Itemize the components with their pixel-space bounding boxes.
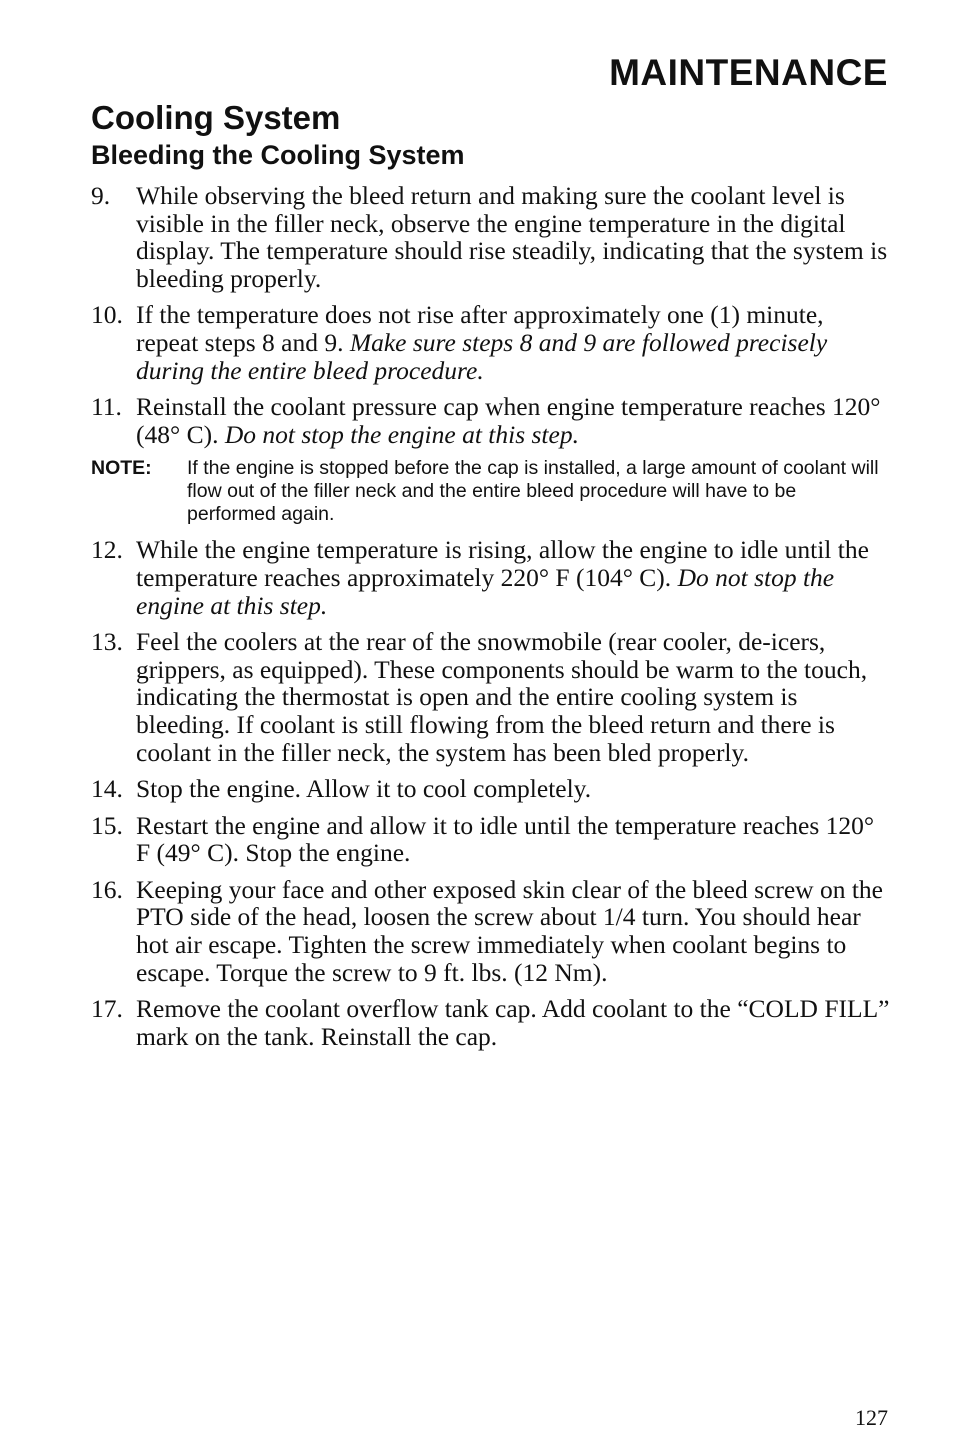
step-item: [91, 182, 891, 292]
step-text: While observing the bleed return and making sure the coolant level is visible in the filler neck, observe the engine temperature in the digital display. The temperature should rise steadily, indicating that the system is bleeding properly.: [136, 181, 888, 293]
step-number: 9.: [91, 181, 111, 210]
step-item: [91, 301, 891, 384]
step-text: Remove the coolant overflow tank cap. Add coolant to the “COLD FILL” mark on the tank. Reinstall the cap.: [136, 994, 890, 1051]
step-text: Feel the coolers at the rear of the snowmobile (rear cooler, de-icers, grippers, as equipped). These components should be warm to the touch, indicating the thermostat is open and the entire cooling system is bleeding. If coolant is still flowing from the bleed return and there is coolant in the filler neck, the system has been bled properly.: [136, 627, 868, 767]
step-number: 10.: [91, 300, 123, 330]
step-number: 13.: [91, 627, 123, 657]
chapter-header: MAINTENANCE: [609, 52, 888, 93]
subsection-title: Bleeding the Cooling System: [91, 140, 465, 170]
steps-list: [91, 182, 891, 1059]
note-text: If the engine is stopped before the cap is installed, a large amount of coolant will flow out of the filler neck and the entire bleed procedure will have to be performed again.: [187, 457, 879, 526]
step-item: [91, 775, 891, 803]
step-text: Restart the engine and allow it to idle until the temperature reaches 120° F (49° C). Stop the engine.: [136, 810, 875, 868]
step-number: 14.: [91, 774, 123, 804]
step-item: [91, 995, 891, 1050]
step-item: [91, 536, 891, 619]
step-text: Reinstall the coolant pressure cap when engine temperature reaches 120° (48° C). Do not stop the engine at this step.: [136, 392, 881, 449]
page-number: 127: [855, 1405, 888, 1430]
step-text: While the engine temperature is rising, allow the engine to idle until the temperature reaches approximately 220° F (104° C). Do not stop the engine at this step.: [136, 535, 869, 620]
step-text: Stop the engine. Allow it to cool completely.: [136, 774, 592, 804]
step-text: If the temperature does not rise after approximately one (1) minute, repeat steps 8 and 9. Make sure steps 8 and 9 are followed precisely during the entire bleed procedure.: [136, 300, 828, 385]
step-number: 17.: [91, 994, 123, 1024]
step-number: 11.: [91, 392, 122, 422]
section-title: Cooling System: [91, 99, 341, 136]
step-number: 12.: [91, 535, 123, 565]
note-box: [91, 457, 891, 526]
step-item: [91, 628, 891, 766]
note-label: NOTE:: [91, 457, 152, 480]
step-number: 15.: [91, 810, 123, 840]
step-text: Keeping your face and other exposed skin clear of the bleed screw on the PTO side of the head, loosen the screw about 1/4 turn. You should hear hot air escape. Tighten the screw immediately when coolant begins to escape. Torque the screw to 9 ft. lbs. (12 Nm).: [136, 874, 883, 987]
step-item: [91, 876, 891, 986]
step-number: 16.: [91, 874, 123, 904]
step-item: [91, 812, 891, 867]
step-item: [91, 393, 891, 448]
